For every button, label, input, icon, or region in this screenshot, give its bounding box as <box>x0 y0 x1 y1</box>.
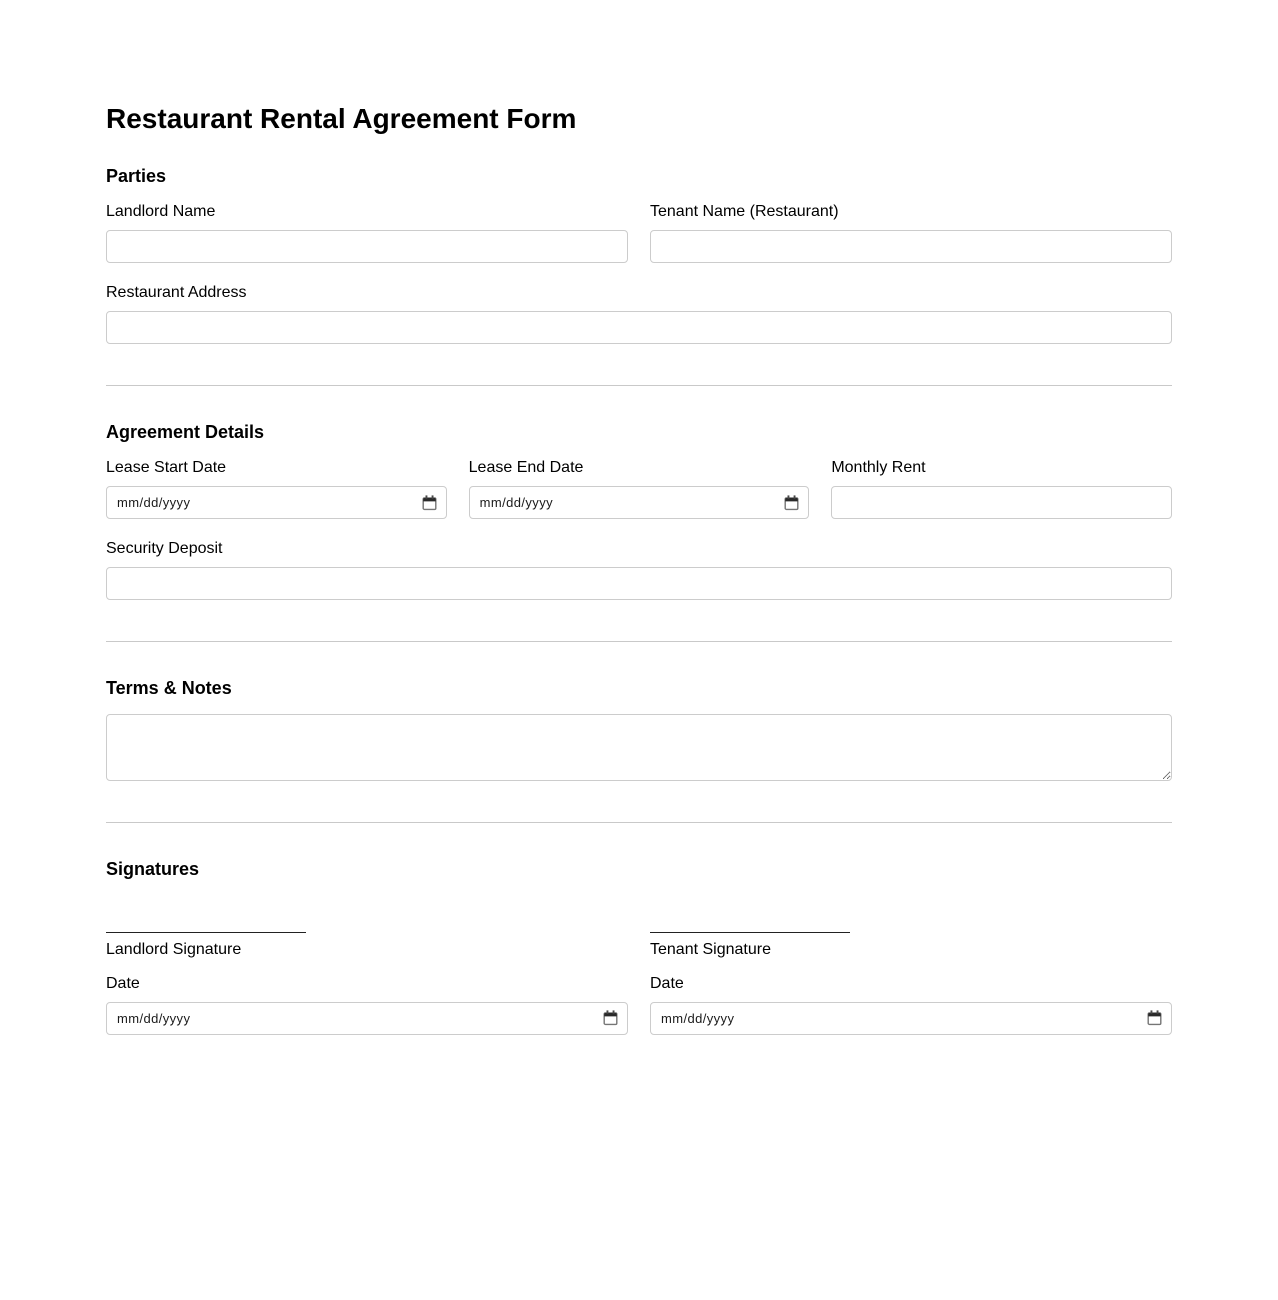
landlord-date-label: Date <box>106 974 140 992</box>
page-title: Restaurant Rental Agreement Form <box>106 103 577 134</box>
monthly-rent-field <box>831 458 1172 519</box>
lease-start-date-input[interactable] <box>106 486 447 519</box>
landlord-name-label: Landlord Name <box>106 202 216 220</box>
restaurant-address-label: Restaurant Address <box>106 283 247 301</box>
date-placeholder-text: mm/dd/yyyy <box>117 495 191 511</box>
date-placeholder-text: mm/dd/yyyy <box>117 1010 191 1026</box>
calendar-icon[interactable] <box>1147 1010 1162 1026</box>
tenant-signature-line <box>650 932 850 933</box>
section-divider <box>106 385 1172 386</box>
security-deposit-field <box>106 539 1172 600</box>
calendar-icon[interactable] <box>603 1010 618 1026</box>
restaurant-address-input[interactable] <box>106 311 1172 344</box>
landlord-name-input[interactable] <box>106 230 628 263</box>
terms-notes-heading: Terms & Notes <box>106 678 232 699</box>
landlord-date-input[interactable] <box>106 1002 628 1035</box>
security-deposit-input[interactable] <box>106 567 1172 600</box>
terms-notes-textarea[interactable] <box>106 714 1172 781</box>
tenant-signature-block <box>650 932 1172 1034</box>
date-placeholder-text: mm/dd/yyyy <box>479 495 553 511</box>
lease-end-date-label: Lease End Date <box>468 458 584 476</box>
landlord-signature-line <box>106 932 306 933</box>
section-signatures <box>106 859 1172 1034</box>
tenant-date-label: Date <box>650 974 684 992</box>
landlord-signature-block <box>106 932 628 1034</box>
security-deposit-label: Security Deposit <box>106 540 223 558</box>
parties-heading: Parties <box>106 165 167 186</box>
section-terms-notes <box>106 678 1172 781</box>
lease-end-date-field <box>469 458 810 519</box>
calendar-icon[interactable] <box>784 495 799 511</box>
calendar-icon[interactable] <box>422 495 437 511</box>
date-placeholder-text: mm/dd/yyyy <box>661 1010 735 1026</box>
restaurant-address-field <box>106 283 1172 344</box>
landlord-signature-label: Landlord Signature <box>106 941 242 959</box>
tenant-name-input[interactable] <box>650 230 1172 263</box>
tenant-signature-label: Tenant Signature <box>650 941 771 959</box>
lease-end-date-input[interactable] <box>469 486 810 519</box>
section-divider <box>106 822 1172 823</box>
section-divider <box>106 641 1172 642</box>
tenant-name-field <box>650 202 1172 263</box>
landlord-name-field <box>106 202 628 263</box>
form-page <box>106 0 1172 1155</box>
section-agreement-details <box>106 422 1172 600</box>
lease-start-date-label: Lease Start Date <box>106 458 227 476</box>
signatures-heading: Signatures <box>106 859 200 880</box>
tenant-name-label: Tenant Name (Restaurant) <box>650 202 839 220</box>
monthly-rent-label: Monthly Rent <box>831 458 926 476</box>
tenant-date-input[interactable] <box>650 1002 1172 1035</box>
section-parties <box>106 166 1172 344</box>
agreement-details-heading: Agreement Details <box>106 421 265 442</box>
monthly-rent-input[interactable] <box>831 486 1172 519</box>
lease-start-date-field <box>106 458 447 519</box>
